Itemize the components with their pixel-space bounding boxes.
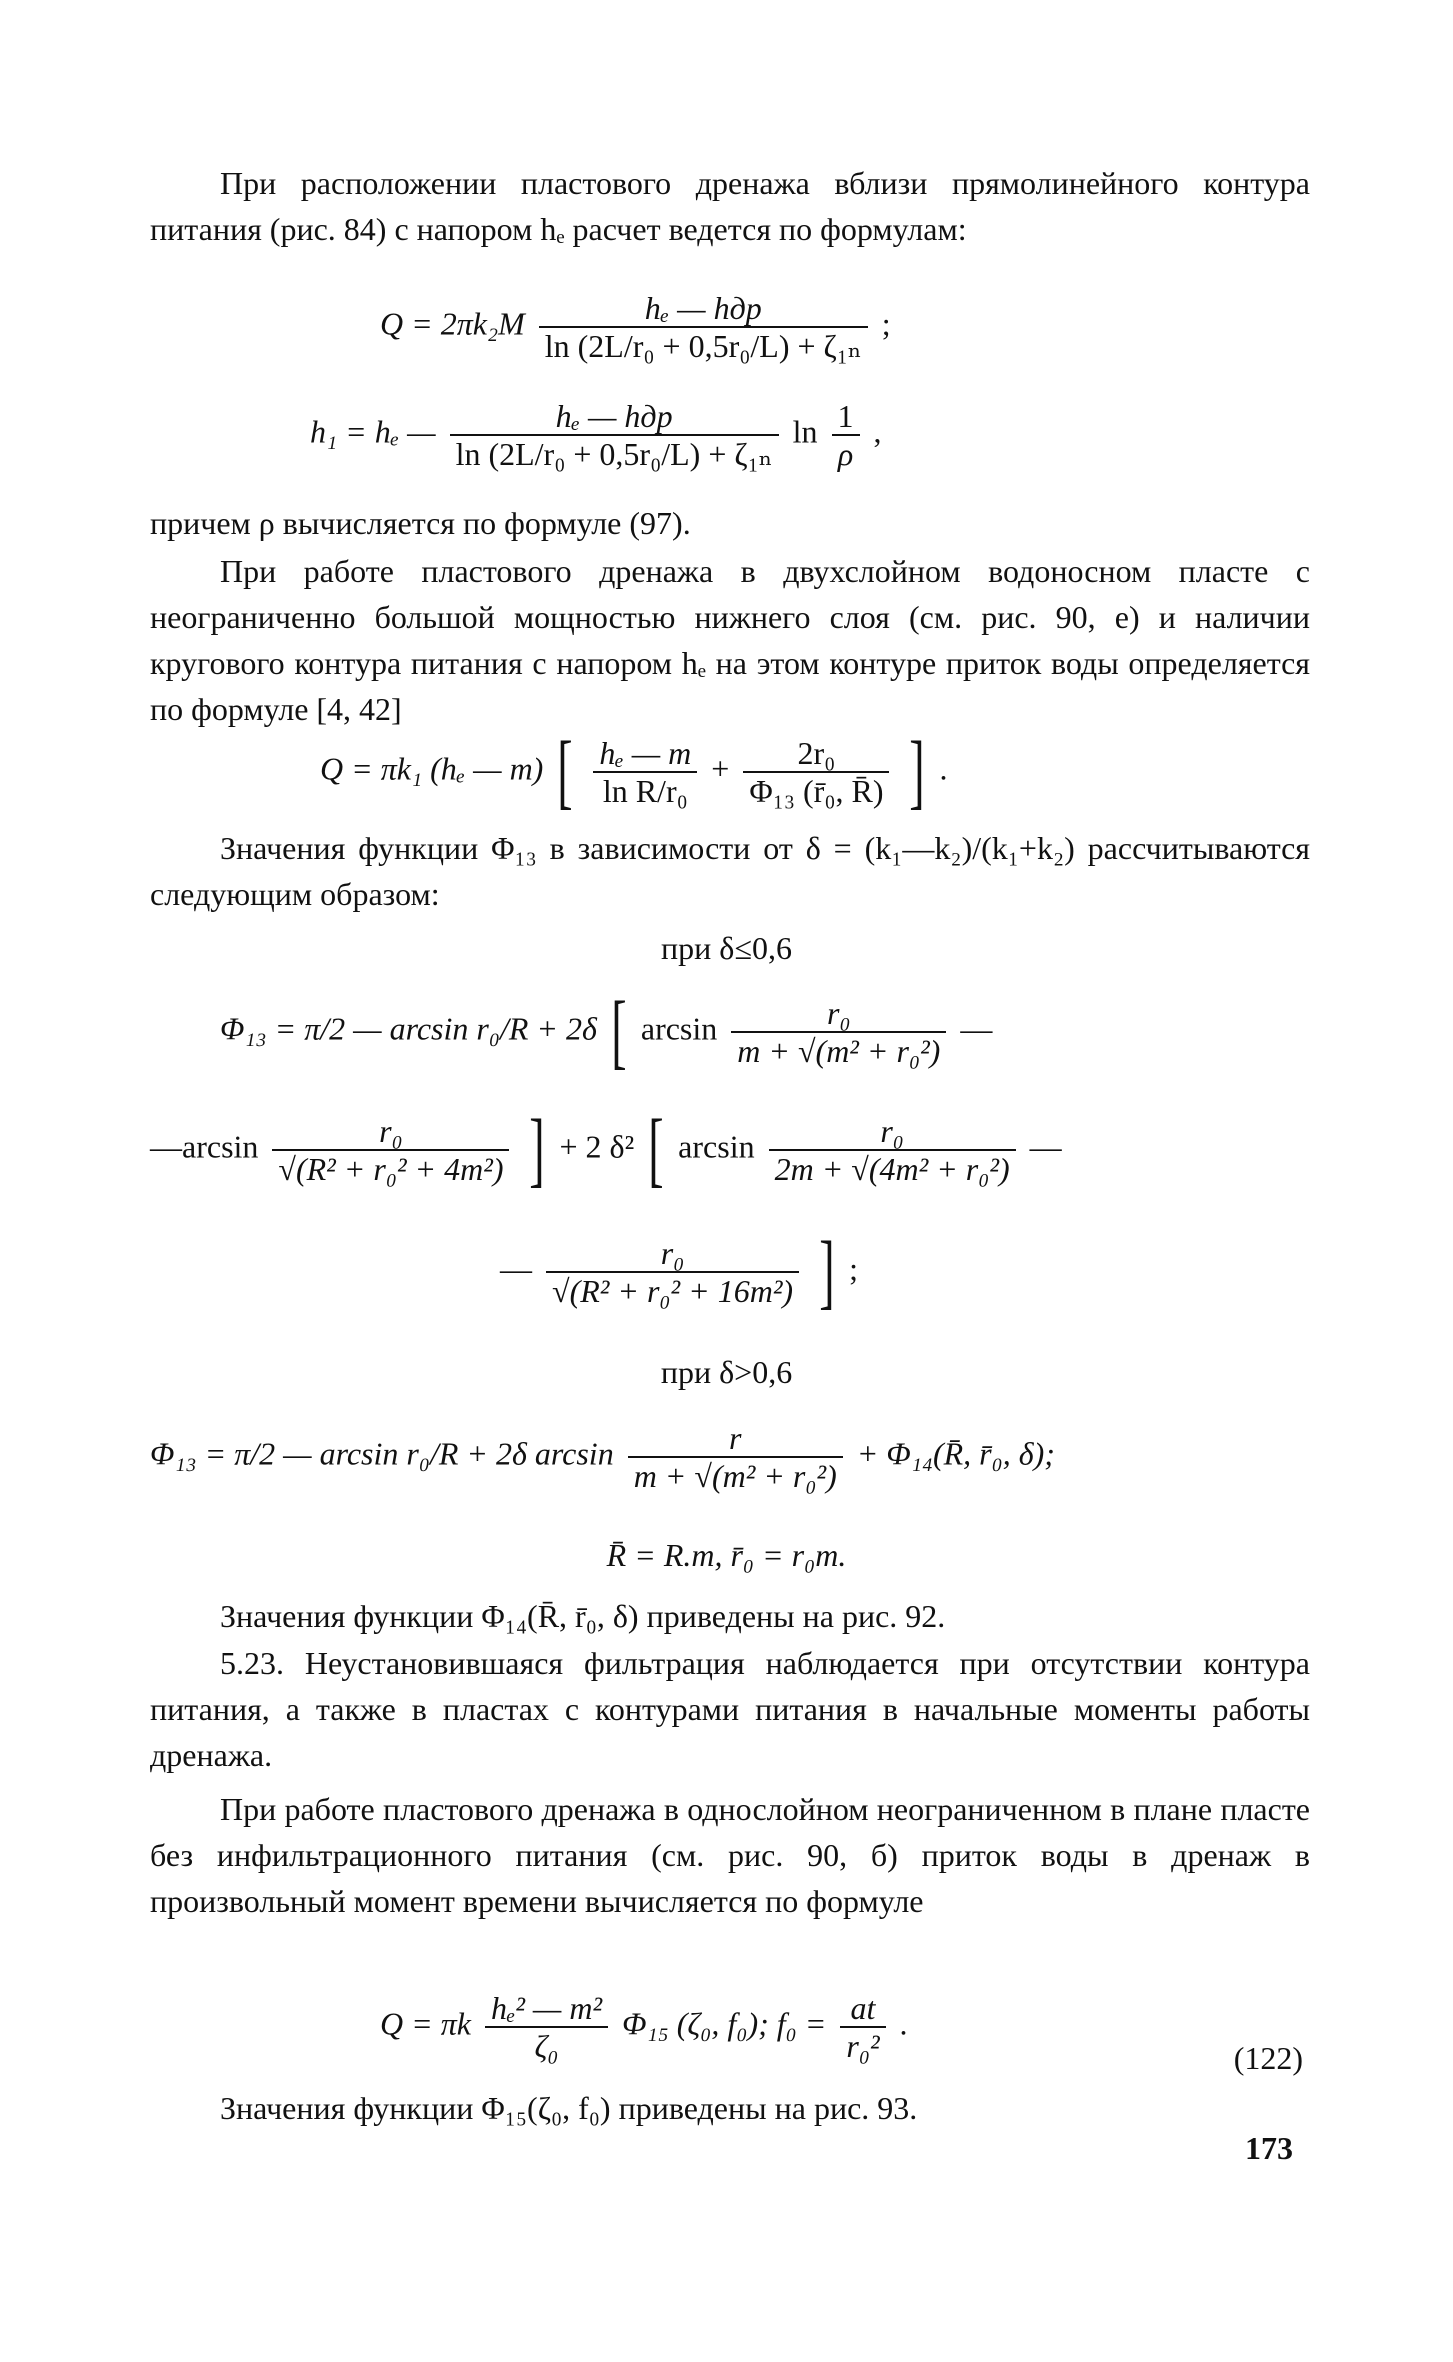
eq-phi-a2-fraction-1: [272, 1113, 509, 1187]
equation-rbar: R̄ = R.m, r̄₀ = r₀m.: [606, 1537, 847, 1573]
eq-q2-f1-denominator: ln R/r₀: [602, 773, 688, 809]
eq-phi-b-tail: + Φ₁₄(R̄, r̄₀, δ);: [856, 1435, 1055, 1472]
paragraph-phi14: Значения функции Φ₁₄(R̄, r̄₀, δ) приведены на рис. 92.: [220, 1598, 946, 1634]
eq-phi-a2-tail: —: [1029, 1128, 1062, 1165]
eq-q2-f2-denominator: Φ₁₃ (r̄₀, R̄): [749, 773, 884, 809]
eq-phi-a2-numerator-2: r₀: [769, 1113, 1016, 1151]
eq-phi-a3-numerator: r₀: [546, 1235, 799, 1273]
equation-h1: [310, 398, 882, 472]
eq-phi-a1-numerator: r₀: [731, 995, 946, 1033]
paragraph-intro: При расположении пластового дренажа вблизи прямолинейного контура питания (рис. 84) с напором hₑ расчет ведется по формулам:: [150, 165, 1310, 247]
text-block-6: [150, 1640, 1310, 1778]
eq-phi-a3-lead: —: [500, 1250, 532, 1287]
eq-phi-b-lhs: Φ₁₃ = π/2 — arcsin r₀/R + 2δ arcsin: [150, 1435, 614, 1472]
equation-q3: [380, 1990, 908, 2064]
text-block-2: [150, 500, 1310, 546]
eq-phi-b-fraction: [628, 1420, 843, 1494]
eq-phi-a2-denominator-2: 2m + √(4m² + r₀²): [774, 1151, 1010, 1187]
condition-delta-le: при δ≤0,6: [661, 930, 792, 966]
text-block-5: [150, 1593, 1310, 1639]
eq-h1-rho-numerator: 1: [832, 398, 860, 436]
equation-q1: [380, 290, 891, 364]
eq-q1-lhs: Q = 2πk₂M: [380, 305, 525, 342]
eq-q2-f1-numerator: hₑ — m: [593, 735, 697, 773]
eq-phi-a1-tail: —: [960, 1010, 993, 1047]
eq-phi-a2-arcsin: —arcsin: [150, 1128, 259, 1165]
eq-phi-a1-arcsin: arcsin: [640, 1010, 718, 1047]
eq-phi-a3-tail: ;: [849, 1250, 858, 1287]
phi-a3-close-bracket: ]: [819, 1225, 835, 1318]
eq-phi-a3-denominator: √(R² + r₀² + 16m²): [552, 1273, 794, 1309]
eq-q1-tail: ;: [881, 305, 891, 342]
phi-a2-open-bracket: [: [648, 1103, 664, 1196]
phi-a2-close-bracket: ]: [529, 1103, 546, 1196]
eq-phi-a2-arcsin-2: arcsin: [678, 1128, 755, 1165]
eq-q3-lhs: Q = πk: [380, 2005, 471, 2042]
eq-q1-fraction: [539, 290, 868, 364]
eq-phi-b-denominator: m + √(m² + r₀²): [633, 1458, 837, 1494]
eq-phi-a2-fraction-2: [769, 1113, 1016, 1187]
eq-phi-a1-denominator: m + √(m² + r₀²): [737, 1033, 941, 1069]
eq-h1-rho-fraction: [832, 398, 860, 472]
eq-q2-lhs: Q = πk₁ (hₑ — m): [320, 750, 544, 787]
text-block-1: [150, 160, 1310, 252]
eq-h1-lhs: h₁ = hₑ —: [310, 413, 436, 450]
eq-q2-f2-numerator: 2r₀: [743, 735, 889, 773]
eq-q3-mid: Φ₁₅ (ζ₀, f₀); f₀ =: [622, 2005, 827, 2042]
eq-phi-a1-lhs: Φ₁₃ = π/2 — arcsin r₀/R + 2δ: [220, 1010, 597, 1047]
eq-phi-a2-mid: + 2 δ²: [559, 1128, 635, 1165]
equation-number: (122): [1233, 2040, 1303, 2076]
left-bracket: [: [557, 725, 574, 818]
eq-q1-denominator: ln (2L/r₀ + 0,5r₀/L) + ζ₁ₙ: [544, 328, 862, 364]
eq-q3-tail: .: [899, 2005, 908, 2042]
right-bracket: ]: [909, 725, 926, 818]
paragraph-two-layer: При работе пластового дренажа в двухслойном водоносном пласте с неограниченно большой мощностью нижнего слоя (см. рис. 90, е) и наличии кругового контура питания с напором hₑ на этом контуре приток воды определяется по формуле [4, 42]: [150, 553, 1310, 727]
text-block-8: [150, 2085, 1310, 2131]
eq-q3-f-fraction: [840, 1990, 885, 2064]
condition-delta-gt: при δ>0,6: [660, 1354, 793, 1390]
eq-q3-numerator: hₑ² — m²: [485, 1990, 608, 2028]
equation-phi-a3: [500, 1225, 858, 1318]
eq-q2-plus: +: [711, 750, 730, 787]
eq-q3-f-numerator: at: [840, 1990, 885, 2028]
eq-phi-b-numerator: r: [628, 1420, 843, 1458]
eq-phi-a3-fraction: [546, 1235, 799, 1309]
text-block-4: [150, 825, 1310, 917]
eq-phi-a2-numerator-1: r₀: [272, 1113, 509, 1151]
eq-phi-a1-fraction: [731, 995, 946, 1069]
eq-q3-denominator: ζ₀: [534, 2028, 559, 2064]
eq-h1-denominator: ln (2L/r₀ + 0,5r₀/L) + ζ₁ₙ: [455, 436, 773, 472]
paragraph-phi13: Значения функции Φ₁₃ в зависимости от δ = (k₁—k₂)/(k₁+k₂) рассчитываются следующим образом:: [150, 830, 1310, 912]
eq-h1-ln: ln: [792, 413, 818, 450]
text-block-7: [150, 1786, 1310, 1924]
paragraph-rho: причем ρ вычисляется по формуле (97).: [150, 505, 691, 541]
phi-a1-open-bracket: [: [611, 985, 627, 1078]
paragraph-section-5-23: 5.23. Неустановившаяся фильтрация наблюдается при отсутствии контура питания, а также в пластах с контурами питания в начальные моменты работы дренажа.: [150, 1645, 1310, 1773]
paragraph-one-layer: При работе пластового дренажа в однослойном неограниченном в плане пласте без инфильтрационного питания (см. рис. 90, б) приток воды в дренаж в произвольный момент времени вычисляется по формуле: [150, 1791, 1310, 1919]
text-block-3: [150, 548, 1310, 732]
eq-h1-tail: ,: [873, 413, 882, 450]
eq-q2-fraction-2: [743, 735, 889, 809]
eq-phi-a2-denominator-1: √(R² + r₀² + 4m²): [278, 1151, 504, 1187]
eq-q2-tail: .: [939, 750, 948, 787]
eq-q1-numerator: hₑ — hдр: [539, 290, 868, 328]
equation-q2: [320, 725, 948, 818]
paragraph-phi15: Значения функции Φ₁₅(ζ₀, f₀) приведены на рис. 93.: [220, 2090, 918, 2126]
eq-q3-fraction: [485, 1990, 608, 2064]
equation-phi-a2: [150, 1103, 1062, 1196]
eq-h1-fraction: [450, 398, 779, 472]
equation-phi-b: [150, 1420, 1055, 1494]
eq-q2-fraction-1: [593, 735, 697, 809]
equation-phi-a1: [220, 985, 993, 1078]
eq-q3-f-denominator: r₀²: [846, 2028, 880, 2064]
page-number: 173: [1245, 2130, 1293, 2166]
eq-h1-rho-denominator: ρ: [837, 436, 854, 472]
eq-h1-numerator: hₑ — hдр: [450, 398, 779, 436]
